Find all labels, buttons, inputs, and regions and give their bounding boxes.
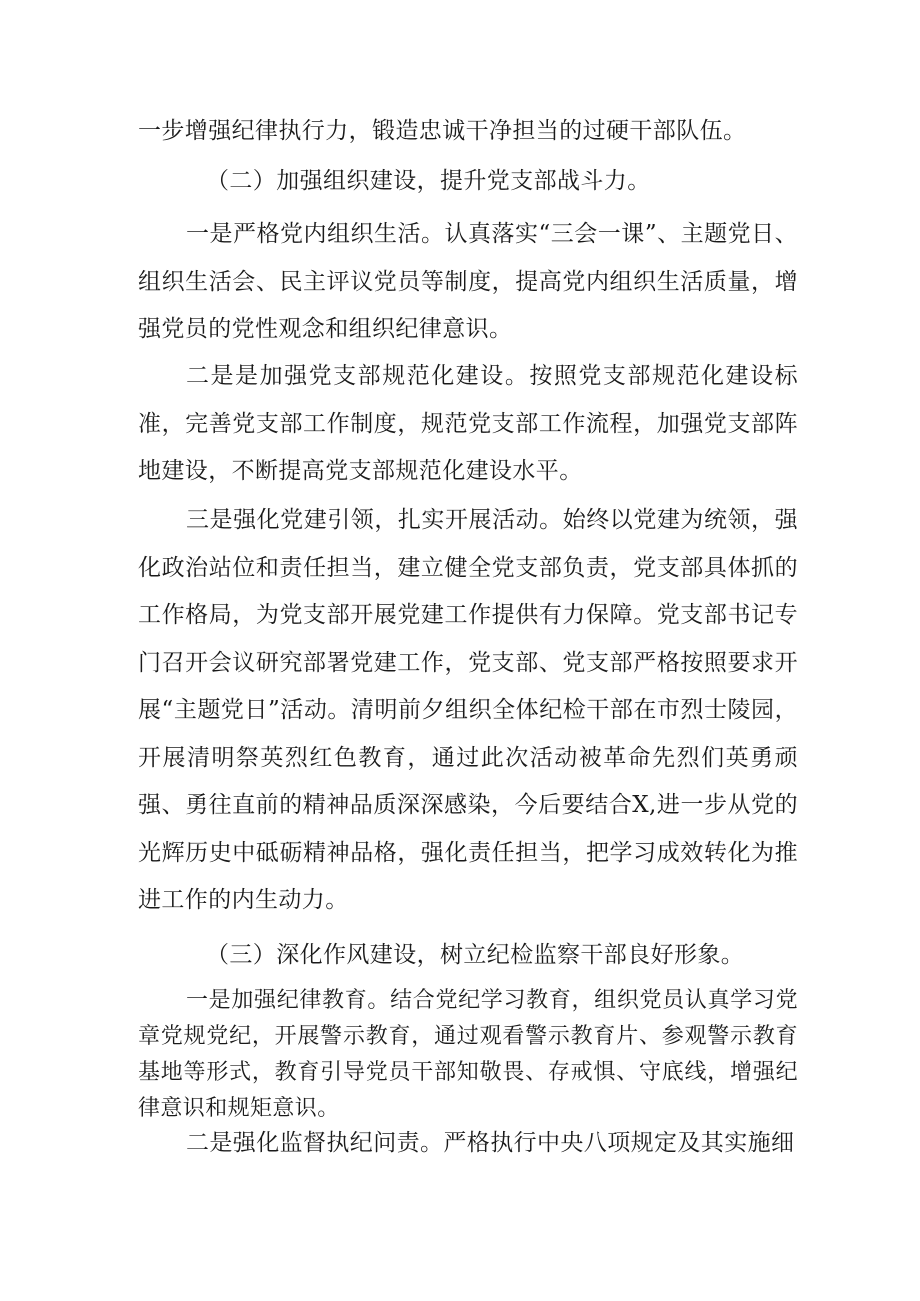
paragraph-discipline-education: 一是加强纪律教育。结合党纪学习教育，组织党员认真学习党章党规党纪，开展警示教育，通过观看警示教育片、参观警示教育基地等形式，教育引导党员干部知敬畏、存戒惧、守底线，增强纪律意识和规矩意识。	[138, 988, 798, 1121]
paragraph-organization-life: 一是严格党内组织生活。认真落实“三会一课”、主题党日、组织生活会、民主评议党员等制度，提高党内组织生活质量，增强党员的党性观念和组织纪律意识。	[138, 221, 798, 342]
paragraph-supervision: 二是强化监督执纪问责。严格执行中央八项规定及其实施细	[186, 1130, 795, 1156]
paragraph-continuation: 一步增强纪律执行力，锻造忠诚干净担当的过硬干部队伍。	[138, 118, 747, 144]
section-heading-3: （三）深化作风建设，树立纪检监察干部良好形象。	[206, 942, 745, 968]
section-heading-2: （二）加强组织建设，提升党支部战斗力。	[206, 168, 651, 194]
paragraph-standardization: 二是是加强党支部规范化建设。按照党支部规范化建设标准，完善党支部工作制度，规范党支部工作流程，加强党支部阵地建设，不断提高党支部规范化建设水平。	[138, 363, 798, 484]
paragraph-party-building: 三是强化党建引领，扎实开展活动。始终以党建为统领，强化政治站位和责任担当，建立健全党支部负责，党支部具体抓的工作格局，为党支部开展党建工作提供有力保障。党支部书记专门召开会议研究部署党建工作，党支部、党支部严格按照要求开展“主题党日”活动。清明前夕组织全体纪检干部在市烈士陵园，开展清明祭英烈红色教育，通过此次活动被革命先烈们英勇顽强、勇往直前的精神品质深深感染，今后要结合X,进一步从党的光辉历史中砥砺精神品格，强化责任担当，把学习成效转化为推进工作的内生动力。	[138, 507, 798, 913]
